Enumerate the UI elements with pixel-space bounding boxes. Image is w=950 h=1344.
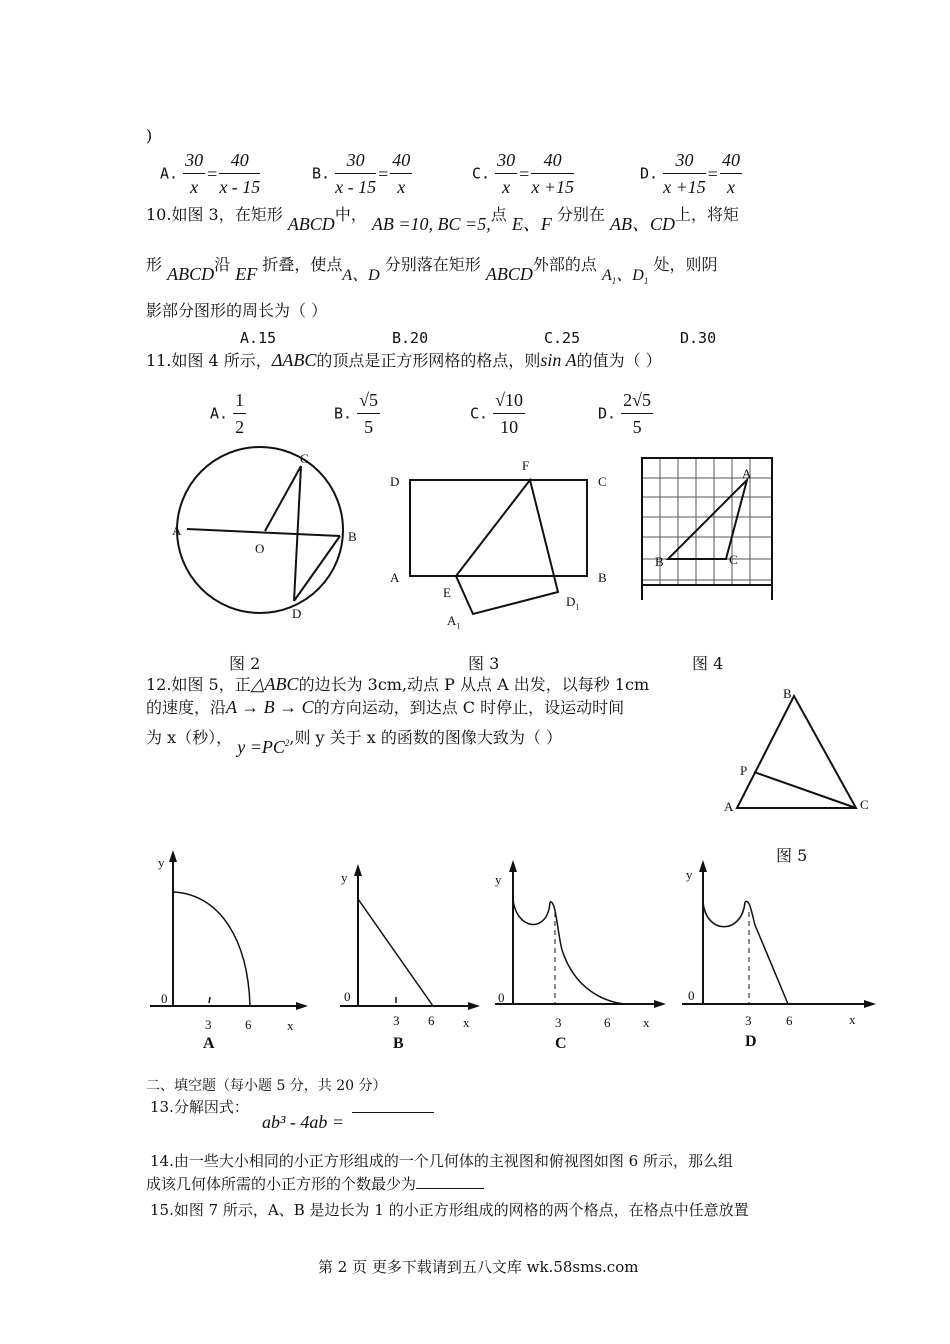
graph-b-tick-3-label: 3 — [393, 1013, 400, 1028]
graph-d-origin: 0 — [688, 988, 695, 1003]
fig3-caption: 图 3 — [468, 654, 500, 673]
math-ef: E、F — [511, 214, 552, 234]
frac-den: 5 — [364, 417, 374, 437]
label: D — [566, 594, 576, 609]
text: 处，则阴 — [653, 255, 718, 274]
q10-option-b: B.20 — [392, 329, 429, 347]
graph-c-origin: 0 — [498, 990, 505, 1005]
fig3-label-b: B — [598, 570, 607, 585]
sub: 1 — [643, 276, 649, 287]
frac-num: 40 — [531, 150, 574, 174]
equals: = — [378, 163, 389, 184]
sup: 2 — [284, 738, 290, 748]
graph-a-tick-3-label: 3 — [205, 1017, 212, 1032]
graph-b-letter: B — [393, 1035, 404, 1052]
graph-b-origin: 0 — [344, 989, 351, 1004]
fig4-label-a: A — [742, 466, 752, 481]
fig2-label-d: D — [292, 606, 302, 621]
graph-c-y-label: y — [495, 872, 502, 887]
text: 为 x（秒）， — [146, 728, 233, 747]
fig5-label-b: B — [783, 686, 792, 701]
text: 沿 — [214, 255, 231, 274]
text: 的速度，沿 — [146, 698, 227, 717]
text: 的顶点是正方形网格的格点，则 — [316, 351, 541, 370]
frac-num: √5 — [357, 390, 380, 414]
sep: 、 — [616, 267, 633, 284]
frac-num: 30 — [663, 150, 706, 174]
option-letter: C. — [472, 164, 491, 183]
fig3-label-e: E — [443, 585, 451, 600]
math-ef: EF — [235, 264, 258, 284]
fig2-label-b: B — [348, 529, 357, 544]
frac-num: √10 — [493, 390, 525, 414]
frac-den: x — [502, 177, 511, 197]
math-path: A → B → C — [226, 697, 314, 717]
math-ab-cd: AB、CD — [610, 214, 676, 234]
math-sides: AB =10, BC =5, — [371, 214, 491, 234]
sub: 1 — [611, 276, 617, 287]
graph-b-y-label: y — [341, 870, 348, 885]
frac-num: 1 — [233, 390, 246, 414]
math-abcd: ABCD — [485, 264, 533, 284]
q14-answer-blank[interactable] — [416, 1174, 484, 1189]
text: 中， — [334, 205, 367, 224]
math-triangle: ΔABC — [271, 350, 317, 370]
text: 的方向运动，到达点 C 时停止，设运动时间 — [313, 698, 625, 717]
math-sin-a: sin A — [540, 350, 577, 370]
graph-a-y-label: y — [158, 855, 165, 870]
graph-a-x-label: x — [287, 1018, 294, 1033]
text: 的边长为 3cm,动点 P 从点 A 出发，以每秒 1cm — [298, 675, 650, 694]
graph-d-y-arrow — [699, 860, 707, 872]
frac-den: 5 — [632, 417, 642, 437]
q10-option-c: C.25 — [544, 329, 581, 347]
graph-c-letter: C — [555, 1035, 567, 1052]
frac-den: x +15 — [531, 177, 574, 197]
text: 10.如图 3，在矩形 — [146, 205, 283, 224]
math-triangle: △ABC — [250, 674, 299, 694]
q14-line-2 — [146, 1173, 484, 1194]
fig5-caption: 图 5 — [776, 846, 808, 865]
text: 12.如图 5，正 — [146, 675, 251, 694]
option-letter: D. — [598, 404, 617, 423]
q9-paren-tail: ) — [146, 126, 153, 145]
fig4-label-c: C — [729, 552, 738, 567]
option-letter: C. — [470, 404, 489, 423]
option-letter: B. — [334, 404, 353, 423]
frac-num: 30 — [183, 150, 205, 174]
graph-d-curve — [703, 901, 788, 1004]
option-letter: A. — [210, 404, 229, 423]
option-letter: A. — [160, 164, 179, 183]
text: 分别在 — [556, 205, 605, 224]
math-abcd: ABCD — [287, 214, 335, 234]
graph-d-tick-3-label: 3 — [745, 1013, 752, 1028]
math-d1: D — [632, 267, 644, 284]
frac-den: x - 15 — [335, 177, 377, 197]
graph-a-letter: A — [203, 1035, 215, 1052]
q15-line-1: 15.如图 7 所示，A、B 是边长为 1 的小正方形组成的网格的两个格点，在格点中任意放置 — [150, 1201, 749, 1219]
fig2-label-c: C — [300, 451, 309, 466]
sub: 1 — [575, 602, 580, 612]
math-a1: A — [601, 267, 612, 284]
math-abcd: ABCD — [167, 264, 215, 284]
fig3-label-f: F — [522, 458, 530, 473]
q10-option-d: D.30 — [680, 329, 717, 347]
frac-den: 2 — [235, 417, 245, 437]
q13-answer-blank[interactable] — [352, 1112, 434, 1113]
graph-c-x-label: x — [643, 1015, 650, 1030]
text: 上，将矩 — [675, 205, 740, 224]
math-y: y =PC — [237, 737, 285, 757]
math-ad: A、D — [342, 267, 380, 284]
graph-d-x-label: x — [849, 1012, 856, 1027]
fig5-label-c: C — [860, 797, 869, 812]
graph-d-y-label: y — [686, 867, 693, 882]
text: 成该几何体所需的小正方形的个数最少为 — [146, 1175, 417, 1193]
frac-den: 10 — [500, 417, 519, 437]
fig5-label-a: A — [724, 799, 734, 814]
text: ,则 y 关于 x 的函数的图像大致为（ ） — [289, 728, 562, 747]
text: 11.如图 4 所示， — [146, 351, 272, 370]
graph-d-x-arrow — [864, 1000, 876, 1008]
frac-den: x — [397, 177, 406, 197]
fig3-label-c: C — [598, 474, 607, 489]
fig3-label-d: D — [390, 474, 400, 489]
fig2-label-o: O — [255, 541, 265, 556]
equals: = — [207, 163, 218, 184]
q13-label: 13.分解因式： — [150, 1098, 249, 1116]
fig2-caption: 图 2 — [229, 654, 261, 673]
sub: 1 — [456, 621, 461, 631]
frac-num: 2√5 — [621, 390, 653, 414]
frac-den: x — [190, 177, 199, 197]
graph-a-origin: 0 — [161, 991, 168, 1006]
fig2-label-a: A — [172, 523, 182, 538]
fig5-label-p: P — [740, 763, 748, 778]
frac-num: 40 — [219, 150, 260, 174]
graph-c-tick-6-label: 6 — [604, 1015, 611, 1030]
frac-den: x — [726, 177, 735, 197]
equals: = — [707, 163, 718, 184]
q13-expression: ab³ - 4ab = — [262, 1112, 345, 1132]
q10-option-a: A.15 — [240, 329, 277, 347]
graph-a-tick-6-label: 6 — [245, 1017, 252, 1032]
graph-d-tick-6-label: 6 — [786, 1013, 793, 1028]
section-2-heading: 二、填空题（每小题 5 分，共 20 分） — [146, 1078, 387, 1094]
page-footer: 第 2 页 更多下载请到五八文库 wk.58sms.com — [318, 1258, 639, 1276]
graph-c-tick-3-label: 3 — [555, 1015, 562, 1030]
frac-den: x - 15 — [219, 177, 261, 197]
text: 分别落在矩形 — [384, 255, 481, 274]
graph-b-tick-6-label: 6 — [428, 1013, 435, 1028]
graph-b-x-label: x — [463, 1015, 470, 1030]
q10-line-3: 影部分图形的周长为（ ） — [146, 301, 328, 320]
graph-d-letter: D — [745, 1033, 757, 1050]
option-letter: D. — [640, 164, 659, 183]
frac-den: x +15 — [663, 177, 706, 197]
frac-num: 40 — [390, 150, 412, 174]
frac-num: 30 — [335, 150, 376, 174]
fig3-label-a: A — [390, 570, 400, 585]
text: 外部的点 — [532, 255, 597, 274]
frac-num: 30 — [495, 150, 517, 174]
text: 折叠，使点 — [262, 255, 343, 274]
option-letter: B. — [312, 164, 331, 183]
q14-line-1: 14.由一些大小相同的小正方形组成的一个几何体的主视图和俯视图如图 6 所示，那么组 — [150, 1152, 733, 1170]
label: A — [447, 613, 457, 628]
frac-num: 40 — [720, 150, 742, 174]
text: 形 — [146, 255, 163, 274]
fig4-caption: 图 4 — [692, 654, 724, 673]
equals: = — [519, 163, 530, 184]
text: 点 — [490, 205, 507, 224]
text: 的值为（ ） — [576, 351, 662, 370]
fig4-label-b: B — [655, 554, 664, 569]
